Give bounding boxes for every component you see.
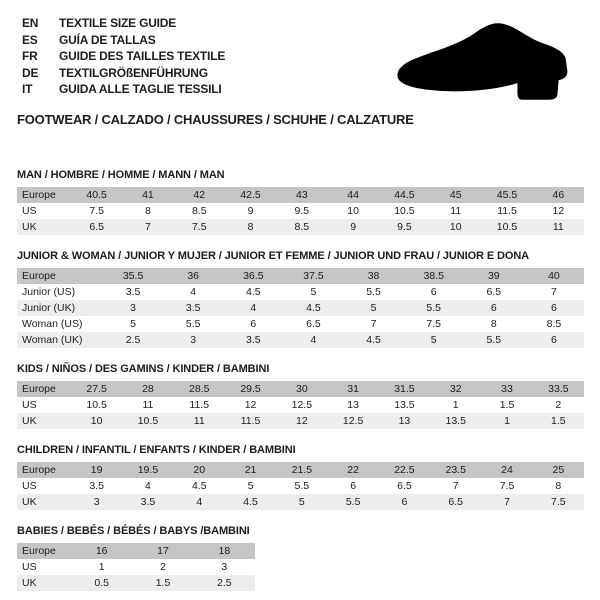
row-label: Europe — [22, 269, 56, 282]
size-value: 1.5 — [551, 414, 566, 427]
size-value: 27.5 — [86, 382, 107, 395]
size-value: 6 — [551, 333, 557, 346]
size-value: 23.5 — [445, 463, 466, 476]
size-value: 9 — [247, 204, 254, 217]
size-value: 28 — [142, 382, 154, 395]
size-value: 5.5 — [294, 479, 310, 492]
size-table — [17, 462, 584, 510]
size-value: 33 — [501, 382, 513, 395]
size-section — [16, 169, 584, 235]
size-value: 22.5 — [394, 463, 415, 476]
size-value: 31.5 — [394, 382, 415, 395]
size-value: 11.5 — [189, 398, 210, 411]
size-value: 1.5 — [499, 398, 515, 411]
size-value: 12.5 — [291, 398, 313, 411]
section-title: KIDS / NIÑOS / DES GAMINS / KINDER / BAMBINI — [17, 362, 270, 375]
table-row — [17, 268, 584, 284]
size-value: 5 — [370, 301, 377, 314]
size-value: 8 — [490, 317, 497, 330]
language-code: DE — [22, 65, 39, 80]
language-label: TEXTILGRÖßENFÜHRUNG — [59, 65, 208, 80]
row-label: Europe — [22, 188, 56, 201]
size-value: 35.5 — [122, 269, 144, 282]
size-value: 5 — [130, 317, 136, 330]
size-value: 6 — [430, 285, 437, 298]
language-code: IT — [22, 82, 33, 96]
size-value: 10.5 — [86, 398, 107, 411]
size-value: 25 — [552, 463, 565, 476]
size-value: 5 — [247, 479, 254, 492]
size-value: 3.5 — [246, 333, 261, 346]
size-value: 31 — [347, 382, 359, 395]
size-value: 22 — [347, 463, 359, 476]
size-value: 5.5 — [426, 301, 441, 314]
row-label: US — [22, 204, 37, 217]
size-value: 36 — [187, 269, 200, 282]
language-code: FR — [22, 49, 38, 63]
row-label: Woman (UK) — [22, 333, 83, 346]
size-value: 6 — [250, 317, 257, 330]
table-row — [17, 397, 584, 413]
size-value: 11 — [552, 220, 564, 233]
size-value: 7 — [452, 479, 459, 492]
row-label: Junior (US) — [22, 285, 76, 298]
table-row — [17, 413, 584, 429]
table-row — [17, 316, 584, 332]
size-value: 6 — [490, 301, 497, 314]
table-row — [17, 284, 584, 300]
size-value: 4 — [190, 285, 197, 298]
size-value: 38 — [367, 269, 380, 282]
size-section — [16, 444, 584, 510]
row-label: US — [22, 560, 37, 573]
size-value: 0.5 — [94, 576, 109, 589]
size-value: 10.5 — [394, 204, 415, 217]
size-value: 3.5 — [185, 301, 201, 314]
row-label: UK — [22, 220, 37, 233]
size-value: 4.5 — [191, 479, 207, 492]
row-label: Europe — [22, 382, 56, 395]
size-value: 36.5 — [243, 269, 264, 282]
row-label: UK — [22, 576, 37, 589]
size-value: 3 — [190, 333, 197, 346]
size-value: 7 — [504, 495, 510, 508]
size-value: 21 — [244, 463, 257, 476]
size-value: 5.5 — [345, 495, 361, 508]
size-value: 4.5 — [306, 301, 321, 314]
table-row — [17, 187, 584, 203]
size-value: 3.5 — [140, 495, 156, 508]
section-title: BABIES / BEBÉS / BÉBÉS / BABYS /BAMBINI — [17, 524, 250, 537]
size-value: 7.5 — [499, 479, 515, 492]
size-value: 8 — [555, 479, 562, 492]
size-table — [17, 268, 584, 348]
size-value: 2.5 — [217, 576, 232, 589]
size-value: 39 — [487, 269, 500, 282]
size-value: 28.5 — [189, 382, 210, 395]
section-title: MAN / HOMBRE / HOMME / MANN / MAN — [17, 168, 225, 181]
size-value: 4.5 — [366, 333, 381, 346]
row-label: Junior (UK) — [22, 301, 76, 314]
table-row — [17, 494, 584, 510]
size-value: 7 — [551, 285, 557, 298]
size-value: 7.5 — [191, 220, 207, 233]
size-value: 3 — [93, 495, 100, 508]
size-value: 46 — [552, 188, 565, 201]
size-value: 9 — [350, 220, 357, 233]
size-value: 7.5 — [551, 495, 566, 508]
size-value: 19.5 — [137, 463, 159, 476]
size-table — [17, 187, 584, 235]
size-value: 4 — [145, 479, 151, 492]
language-label: GUIDE DES TAILLES TEXTILE — [59, 49, 226, 63]
category-title: FOOTWEAR / CALZADO / CHAUSSURES / SCHUHE / CALZATURE — [17, 111, 414, 127]
table-row — [17, 478, 584, 494]
table-row — [17, 559, 255, 575]
size-value: 32 — [449, 382, 462, 395]
size-value: 4.5 — [246, 285, 261, 298]
size-value: 3 — [221, 560, 228, 573]
size-value: 37.5 — [303, 269, 324, 282]
section-title: CHILDREN / INFANTIL / ENFANTS / KINDER / BAMBINI — [17, 443, 296, 456]
shoe-icon — [392, 14, 588, 110]
size-value: 6 — [551, 301, 557, 314]
size-table — [17, 543, 255, 591]
size-value: 11 — [450, 204, 462, 217]
size-value: 7 — [370, 317, 377, 330]
table-row — [17, 219, 584, 235]
size-value: 17 — [157, 544, 169, 557]
size-value: 45 — [449, 188, 462, 201]
size-value: 13 — [347, 398, 359, 411]
size-value: 9.5 — [397, 220, 412, 233]
size-value: 7.5 — [89, 204, 104, 217]
size-value: 42.5 — [240, 188, 261, 201]
table-row — [17, 381, 584, 397]
size-value: 10 — [347, 204, 359, 217]
size-value: 5 — [430, 333, 437, 346]
size-value: 8.5 — [546, 317, 562, 330]
size-value: 40 — [548, 269, 560, 282]
size-value: 12 — [552, 204, 565, 217]
size-table — [17, 381, 584, 429]
size-value: 5 — [310, 285, 317, 298]
size-value: 3.5 — [125, 285, 141, 298]
size-value: 11.5 — [497, 204, 517, 217]
size-value: 12 — [244, 398, 257, 411]
size-value: 40.5 — [86, 188, 107, 201]
size-value: 9.5 — [294, 204, 310, 217]
table-row — [17, 543, 255, 559]
size-value: 6.5 — [448, 495, 464, 508]
size-value: 44.5 — [394, 188, 415, 201]
size-value: 19 — [90, 463, 103, 476]
size-value: 1 — [452, 398, 459, 411]
size-value: 6.5 — [89, 220, 104, 233]
row-label: Woman (US) — [22, 317, 83, 330]
size-section — [16, 525, 584, 591]
language-code: EN — [22, 16, 39, 30]
size-value: 16 — [95, 544, 108, 557]
size-value: 4 — [250, 301, 257, 314]
size-value: 45.5 — [496, 188, 518, 201]
size-value: 8.5 — [294, 220, 310, 233]
row-label: US — [22, 398, 37, 411]
size-value: 43 — [295, 188, 308, 201]
size-value: 4 — [196, 495, 203, 508]
size-value: 7.5 — [426, 317, 441, 330]
table-row — [17, 332, 584, 348]
size-value: 2 — [555, 398, 562, 411]
size-value: 10.5 — [137, 414, 159, 427]
size-value: 1.5 — [155, 576, 171, 589]
size-value: 18 — [218, 544, 231, 557]
size-value: 5 — [298, 495, 305, 508]
size-value: 2.5 — [125, 333, 141, 346]
language-label: GUIDA ALLE TAGLIE TESSILI — [59, 82, 222, 96]
size-value: 8 — [145, 204, 151, 217]
size-value: 44 — [347, 188, 359, 201]
row-label: Europe — [22, 544, 56, 557]
size-value: 21.5 — [291, 463, 313, 476]
size-value: 6 — [401, 495, 408, 508]
size-value: 10.5 — [496, 220, 518, 233]
language-label: TEXTILE SIZE GUIDE — [59, 16, 177, 30]
size-value: 5.5 — [486, 333, 502, 346]
size-value: 6.5 — [486, 285, 502, 298]
section-title: JUNIOR & WOMAN / JUNIOR Y MUJER / JUNIOR ET FEMME / JUNIOR UND FRAU / JUNIOR E DONA — [17, 249, 530, 262]
size-value: 2 — [160, 560, 166, 573]
row-label: UK — [22, 495, 37, 508]
size-value: 4.5 — [243, 495, 258, 508]
size-value: 11 — [142, 398, 154, 411]
size-value: 6.5 — [397, 479, 412, 492]
size-value: 5.5 — [185, 317, 201, 330]
size-value: 10 — [449, 220, 462, 233]
row-label: US — [22, 479, 37, 492]
row-label: UK — [22, 414, 37, 427]
language-label: GUÍA DE TALLAS — [59, 32, 156, 47]
table-row — [17, 462, 584, 478]
size-value: 11 — [193, 414, 205, 427]
size-value: 24 — [501, 463, 513, 476]
language-code: ES — [22, 32, 38, 47]
size-value: 12.5 — [342, 414, 364, 427]
size-section — [16, 363, 584, 429]
size-value: 29.5 — [240, 382, 261, 395]
size-value: 8 — [247, 220, 254, 233]
size-value: 20 — [193, 463, 206, 476]
size-value: 13.5 — [394, 398, 415, 411]
size-value: 42 — [193, 188, 206, 201]
size-sections — [16, 169, 584, 591]
size-value: 1 — [98, 560, 105, 573]
size-value: 1 — [504, 414, 510, 427]
size-value: 12 — [295, 414, 308, 427]
table-row — [17, 300, 584, 316]
size-value: 3.5 — [89, 479, 104, 492]
table-row — [17, 575, 255, 591]
size-value: 4 — [310, 333, 317, 346]
size-value: 6 — [350, 479, 357, 492]
size-value: 13.5 — [445, 414, 466, 427]
size-section — [16, 250, 584, 348]
size-value: 13 — [398, 414, 411, 427]
size-value: 11.5 — [240, 414, 261, 427]
size-value: 6.5 — [306, 317, 321, 330]
size-value: 33.5 — [548, 382, 569, 395]
size-value: 3 — [130, 301, 136, 314]
size-value: 30 — [295, 382, 308, 395]
size-value: 41 — [142, 188, 154, 201]
size-value: 8.5 — [191, 204, 207, 217]
row-label: Europe — [22, 463, 56, 476]
size-value: 10 — [90, 414, 103, 427]
size-value: 38.5 — [423, 269, 444, 282]
size-value: 7 — [145, 220, 151, 233]
table-row — [17, 203, 584, 219]
size-value: 5.5 — [366, 285, 381, 298]
